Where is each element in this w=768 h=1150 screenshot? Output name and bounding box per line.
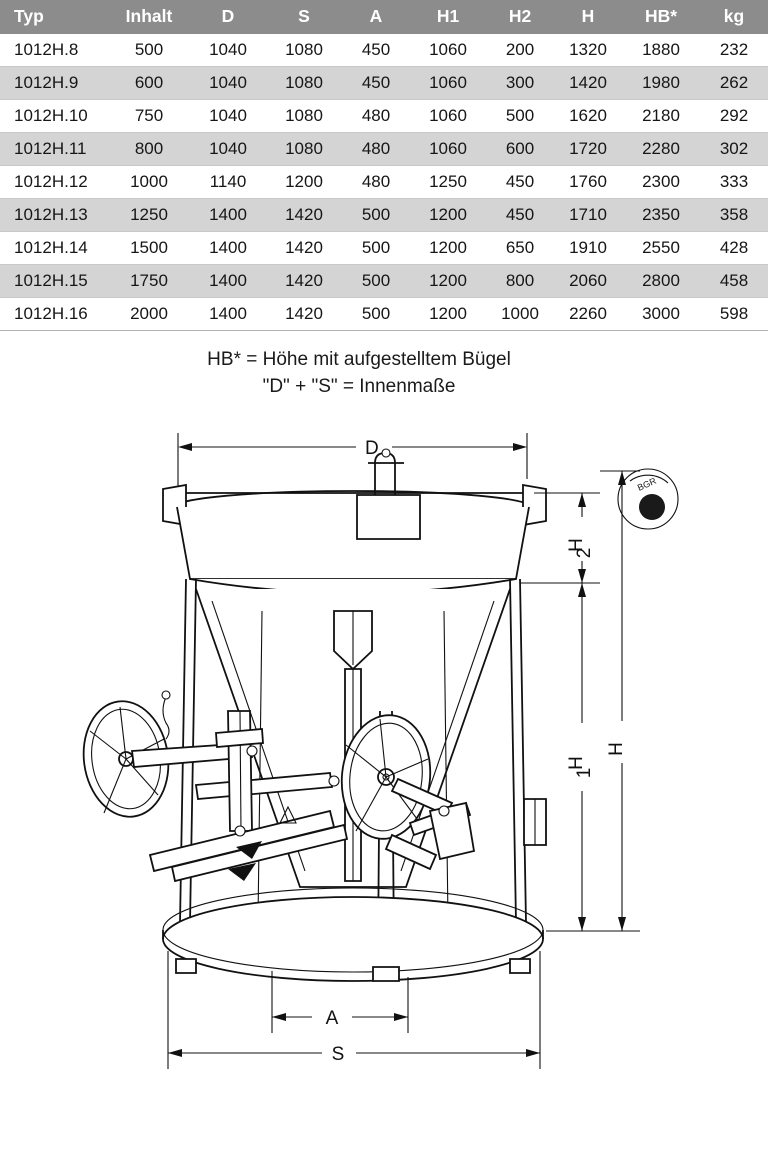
cell-inhalt: 1750: [108, 265, 190, 298]
cell-h1: 1060: [410, 100, 486, 133]
bgr-badge-text: BGR: [635, 475, 658, 493]
cell-h1: 1060: [410, 67, 486, 100]
table-header-row: [0, 0, 768, 34]
cell-inhalt: 1250: [108, 199, 190, 232]
cell-a: 480: [342, 166, 410, 199]
cell-s: 1080: [266, 133, 342, 166]
cell-hb: 2800: [622, 265, 700, 298]
table-row: [0, 34, 768, 67]
cell-a: 480: [342, 133, 410, 166]
cell-a: 500: [342, 232, 410, 265]
table-row: [0, 133, 768, 166]
cell-kg: 333: [700, 166, 768, 199]
cell-h1: 1250: [410, 166, 486, 199]
cell-d: 1400: [190, 232, 266, 265]
table-body: [0, 34, 768, 331]
cell-h2: 200: [486, 34, 554, 67]
cell-h: 1710: [554, 199, 622, 232]
table-row: [0, 199, 768, 232]
footnote-innenmasse: "D" + "S" = Innenmaße: [262, 375, 456, 397]
table-row: [0, 265, 768, 298]
cell-inhalt: 800: [108, 133, 190, 166]
cell-typ: 1012H.13: [0, 199, 108, 232]
cell-kg: 292: [700, 100, 768, 133]
cell-inhalt: 500: [108, 34, 190, 67]
cell-hb: 1880: [622, 34, 700, 67]
cell-h1: 1060: [410, 133, 486, 166]
dimension-label-s: S: [331, 1043, 345, 1065]
table-header: [0, 0, 768, 34]
svg-text:1: 1: [574, 767, 595, 779]
cell-d: 1040: [190, 133, 266, 166]
side-lug-right: [524, 799, 546, 845]
column-header-s: S: [266, 0, 342, 34]
dimension-label-a: A: [325, 1007, 339, 1029]
cell-inhalt: 750: [108, 100, 190, 133]
cell-h1: 1200: [410, 199, 486, 232]
cell-h: 1910: [554, 232, 622, 265]
cell-inhalt: 600: [108, 67, 190, 100]
column-header-inhalt: Inhalt: [108, 0, 190, 34]
dimension-label-d: D: [365, 437, 379, 459]
cell-inhalt: 1500: [108, 232, 190, 265]
dimension-label-h1: H: [566, 756, 587, 770]
cell-h2: 300: [486, 67, 554, 100]
cell-h: 1320: [554, 34, 622, 67]
cell-typ: 1012H.15: [0, 265, 108, 298]
cell-d: 1400: [190, 199, 266, 232]
cell-s: 1420: [266, 265, 342, 298]
cell-kg: 302: [700, 133, 768, 166]
cell-hb: 2300: [622, 166, 700, 199]
cell-kg: 428: [700, 232, 768, 265]
column-header-hb: HB*: [622, 0, 700, 34]
cell-h2: 600: [486, 133, 554, 166]
cell-hb: 2180: [622, 100, 700, 133]
cell-h2: 450: [486, 166, 554, 199]
cell-inhalt: 2000: [108, 298, 190, 331]
cell-d: 1040: [190, 100, 266, 133]
cell-typ: 1012H.9: [0, 67, 108, 100]
column-header-h2: H2: [486, 0, 554, 34]
column-header-h1: H1: [410, 0, 486, 34]
cell-typ: 1012H.12: [0, 166, 108, 199]
cell-s: 1080: [266, 100, 342, 133]
cell-d: 1400: [190, 298, 266, 331]
table-row: [0, 298, 768, 331]
column-header-h: H: [554, 0, 622, 34]
table-row: [0, 166, 768, 199]
cell-h: 2260: [554, 298, 622, 331]
cell-s: 1420: [266, 199, 342, 232]
cell-hb: 3000: [622, 298, 700, 331]
base-ring: [163, 888, 543, 981]
table-row: [0, 100, 768, 133]
svg-text:2: 2: [574, 547, 595, 559]
bgr-badge: [618, 469, 678, 529]
specification-table: [0, 0, 768, 331]
cell-h2: 500: [486, 100, 554, 133]
cell-s: 1420: [266, 232, 342, 265]
cell-h1: 1200: [410, 232, 486, 265]
cell-kg: 262: [700, 67, 768, 100]
cell-d: 1140: [190, 166, 266, 199]
table-footnotes: [0, 347, 718, 401]
cell-h: 2060: [554, 265, 622, 298]
cell-typ: 1012H.14: [0, 232, 108, 265]
dimension-h1: [520, 583, 600, 931]
cell-typ: 1012H.10: [0, 100, 108, 133]
column-header-kg: kg: [700, 0, 768, 34]
cell-h2: 650: [486, 232, 554, 265]
cell-h2: 800: [486, 265, 554, 298]
table-row: [0, 232, 768, 265]
drawing-svg: [0, 411, 718, 1131]
cell-hb: 2350: [622, 199, 700, 232]
cell-kg: 232: [700, 34, 768, 67]
dimension-d: [178, 433, 527, 499]
cell-d: 1040: [190, 34, 266, 67]
dimension-label-h: H: [606, 742, 627, 756]
cell-hb: 1980: [622, 67, 700, 100]
cell-d: 1400: [190, 265, 266, 298]
technical-drawing: [0, 411, 718, 1131]
column-header-typ: Typ: [0, 0, 108, 34]
cell-s: 1080: [266, 67, 342, 100]
cell-inhalt: 1000: [108, 166, 190, 199]
cell-h: 1620: [554, 100, 622, 133]
cell-a: 500: [342, 298, 410, 331]
cell-s: 1420: [266, 298, 342, 331]
cell-s: 1200: [266, 166, 342, 199]
cell-kg: 358: [700, 199, 768, 232]
footnote-hb: HB* = Höhe mit aufgestelltem Bügel: [207, 349, 511, 370]
cell-d: 1040: [190, 67, 266, 100]
cell-h2: 450: [486, 199, 554, 232]
cell-h: 1720: [554, 133, 622, 166]
cell-h1: 1200: [410, 298, 486, 331]
dimension-label-h2: H: [566, 538, 587, 552]
dimension-h: [600, 471, 640, 931]
cell-hb: 2280: [622, 133, 700, 166]
cell-typ: 1012H.11: [0, 133, 108, 166]
cell-a: 500: [342, 199, 410, 232]
cell-h1: 1200: [410, 265, 486, 298]
cell-a: 480: [342, 100, 410, 133]
cell-a: 450: [342, 34, 410, 67]
cell-typ: 1012H.8: [0, 34, 108, 67]
cell-kg: 458: [700, 265, 768, 298]
cell-kg: 598: [700, 298, 768, 331]
column-header-a: A: [342, 0, 410, 34]
cell-h: 1420: [554, 67, 622, 100]
column-header-d: D: [190, 0, 266, 34]
cell-typ: 1012H.16: [0, 298, 108, 331]
table-row: [0, 67, 768, 100]
cell-s: 1080: [266, 34, 342, 67]
cell-a: 500: [342, 265, 410, 298]
cell-h: 1760: [554, 166, 622, 199]
cell-hb: 2550: [622, 232, 700, 265]
cell-a: 450: [342, 67, 410, 100]
cell-h2: 1000: [486, 298, 554, 331]
cell-h1: 1060: [410, 34, 486, 67]
